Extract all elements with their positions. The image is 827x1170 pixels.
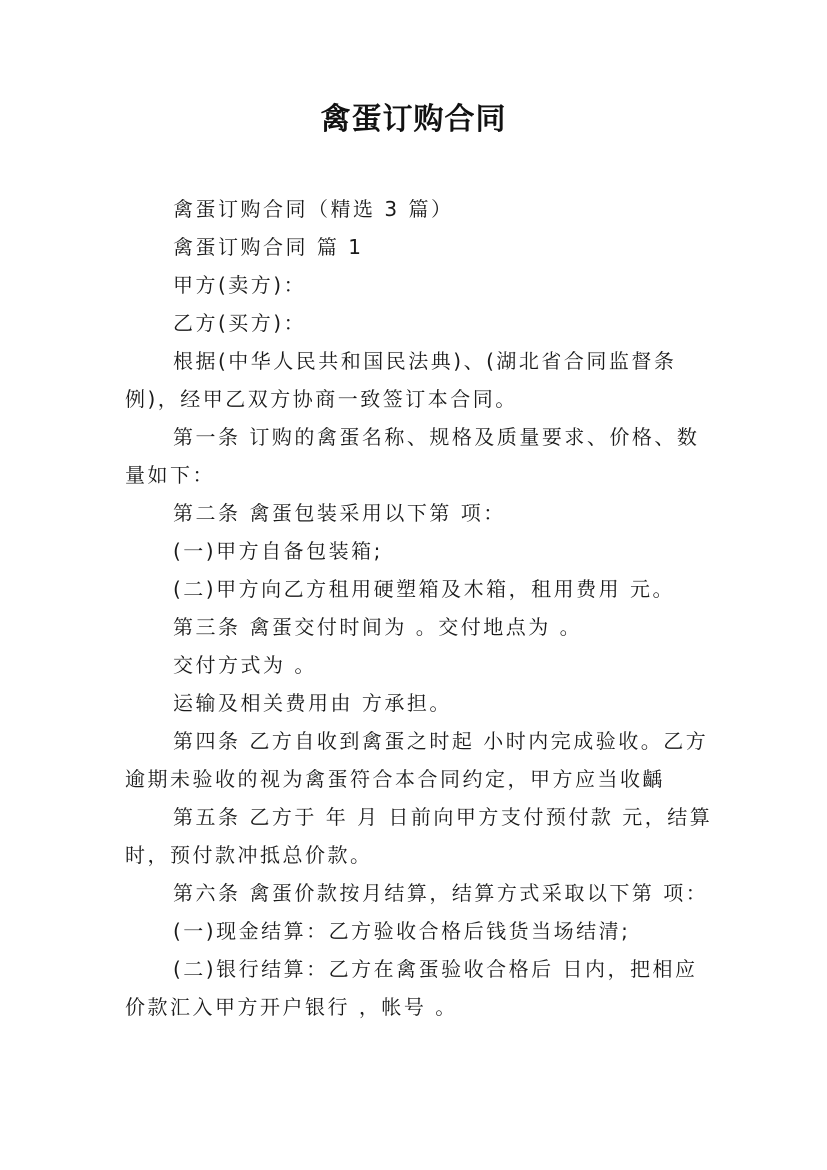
paragraph-article-2-item-2: (二)甲方向乙方租用硬塑箱及木箱，租用费用 元。 (173, 577, 675, 601)
paragraph-article-5: 第五条 乙方于 年 月 日前向甲方支付预付款 元，结算时，预付款冲抵总价款。 (125, 805, 713, 867)
document-body (125, 190, 715, 1026)
paragraph-article-2-item-1: (一)甲方自备包装箱; (173, 539, 383, 563)
paragraph-party-b: 乙方(买方)： (173, 311, 307, 335)
paragraph-article-6: 第六条 禽蛋价款按月结算，结算方式采取以下第 项： (173, 881, 709, 905)
paragraph-preamble: 根据(中华人民共和国民法典)、(湖北省合同监督条例)，经甲乙双方协商一致签订本合同。 (125, 349, 677, 411)
paragraph-transport-cost: 运输及相关费用由 方承担。 (173, 691, 452, 715)
paragraph-section-heading: 禽蛋订购合同 篇 1 (173, 235, 364, 259)
paragraph-delivery-method: 交付方式为 。 (173, 653, 317, 677)
paragraph-party-a: 甲方(卖方)： (173, 273, 307, 297)
paragraph-article-6-item-1: (一)现金结算：乙方验收合格后钱货当场结清; (173, 919, 631, 943)
document-title: 禽蛋订购合同 (320, 102, 507, 137)
paragraph-subtitle: 禽蛋订购合同（精选 3 篇） (173, 197, 454, 221)
paragraph-article-6-item-2: (二)银行结算：乙方在禽蛋验收合格后 日内，把相应价款汇入甲方开户银行 ，帐号 。 (125, 957, 698, 1019)
paragraph-article-1: 第一条 订购的禽蛋名称、规格及质量要求、价格、数量如下： (125, 425, 700, 487)
paragraph-article-2: 第二条 禽蛋包装采用以下第 项： (173, 501, 506, 525)
paragraph-article-4: 第四条 乙方自收到禽蛋之时起 小时内完成验收。乙方逾期未验收的视为禽蛋符合本合同约定，甲方应当收齲 (125, 729, 709, 791)
paragraph-article-3: 第三条 禽蛋交付时间为 。交付地点为 。 (173, 615, 583, 639)
